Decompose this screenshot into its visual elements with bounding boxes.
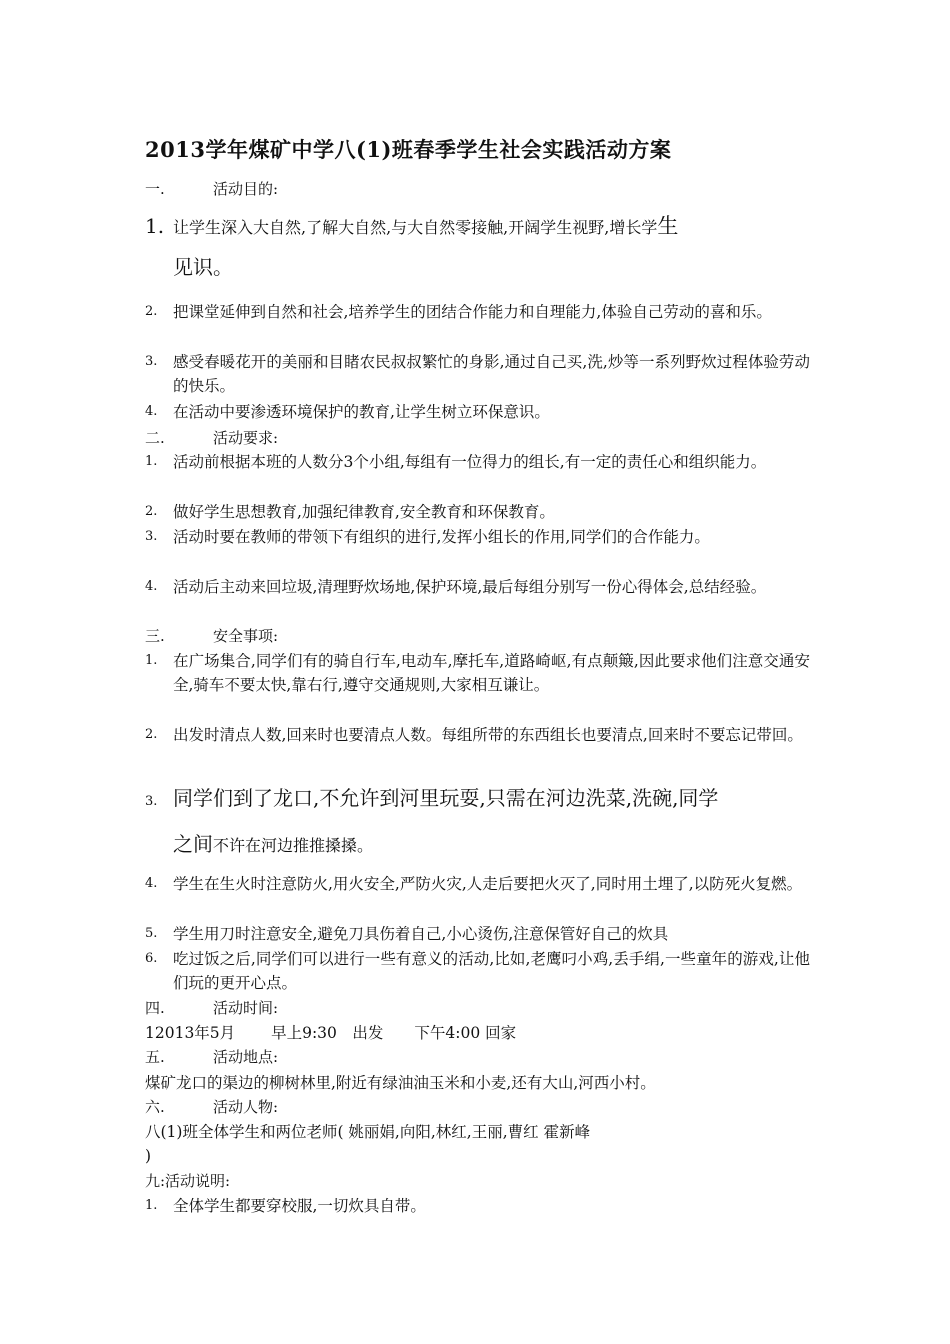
section-number: 二. — [145, 429, 165, 447]
item-text: 让学生深入大自然,了解大自然,与大自然零接触,开阔学生视野,增长学 — [173, 218, 658, 237]
section-heading-requirements — [145, 427, 278, 448]
item-text: 在活动中要渗透环境保护的教育,让学生树立环保意识。 — [173, 403, 550, 421]
item-number: 2. — [145, 727, 158, 742]
section-label: 活动目的: — [213, 180, 279, 198]
activity-place: 煤矿龙口的渠边的柳树林里,附近有绿油油玉米和小麦,还有大山,河西小村。 — [145, 1074, 656, 1092]
item-number: 3. — [145, 354, 158, 369]
item-text: 在广场集合,同学们有的骑自行车,电动车,摩托车,道路崎岖,有点颠簸,因此要求他们注意交通安全,骑车不要太快,靠右行,遵守交通规则,大家相互谦让。 — [173, 652, 810, 694]
item-number: 1. — [145, 214, 165, 238]
item-number: 6. — [145, 951, 158, 966]
list-item — [145, 1194, 810, 1218]
item-text: 全体学生都要穿校服,一切炊具自带。 — [173, 1197, 426, 1215]
list-item — [145, 723, 810, 747]
item-text: 把课堂延伸到自然和社会,培养学生的团结合作能力和自理能力,体验自己劳动的喜和乐。 — [173, 303, 772, 321]
list-item — [145, 786, 810, 858]
section-heading-notes — [145, 1170, 230, 1191]
section-number: 五. — [145, 1048, 165, 1066]
section-heading-place — [145, 1046, 278, 1067]
activity-time: 12013年5月 早上9:30 出发 下午4:00 回家 — [145, 1024, 517, 1042]
section-heading-purpose — [145, 178, 278, 199]
item-number: 3. — [145, 794, 158, 809]
item-text: 做好学生思想教育,加强纪律教育,安全教育和环保教育。 — [173, 503, 555, 521]
section-label: 安全事项: — [213, 627, 279, 645]
activity-people-continued: ) — [145, 1147, 152, 1165]
document-title: 2013学年煤矿中学八(1)班春季学生社会实践活动方案 — [145, 137, 672, 162]
list-item — [145, 500, 810, 524]
section-number: 六. — [145, 1098, 165, 1116]
section-label: 九:活动说明: — [145, 1172, 231, 1190]
list-item — [145, 649, 810, 697]
item-number: 1. — [145, 1198, 158, 1213]
item-text-large: 生 — [657, 214, 679, 238]
list-item — [145, 947, 810, 995]
activity-people: 八(1)班全体学生和两位老师( 姚丽娟,向阳,林红,王丽,曹红 霍新峰 — [145, 1123, 591, 1141]
section-label: 活动时间: — [213, 999, 279, 1017]
item-text-continued: 不许在河边推推搡搡。 — [213, 836, 374, 855]
section-number: 一. — [145, 180, 165, 198]
section-heading-time — [145, 997, 278, 1018]
section-label: 活动人物: — [213, 1098, 279, 1116]
item-number: 4. — [145, 579, 158, 594]
list-item — [145, 400, 810, 424]
section-number: 三. — [145, 627, 165, 645]
item-text-continued: 见识。 — [173, 255, 233, 279]
list-item — [145, 525, 810, 549]
item-text: 学生用刀时注意安全,避免刀具伤着自己,小心烫伤,注意保管好自己的炊具 — [173, 925, 669, 943]
item-text: 活动时要在教师的带领下有组织的进行,发挥小组长的作用,同学们的合作能力。 — [173, 528, 710, 546]
list-item — [145, 575, 810, 599]
item-text: 活动后主动来回垃圾,清理野炊场地,保护环境,最后每组分别写一份心得体会,总结经验。 — [173, 578, 767, 596]
item-text: 出发时清点人数,回来时也要清点人数。每组所带的东西组长也要清点,回来时不要忘记带回。 — [173, 726, 803, 744]
item-text: 吃过饭之后,同学们可以进行一些有意义的活动,比如,老鹰叼小鸡,丢手绢,一些童年的游戏,让他们玩的更开心点。 — [173, 950, 810, 992]
item-text: 感受春暖花开的美丽和目睹农民叔叔繁忙的身影,通过自己买,洗,炒等一系列野炊过程体验劳动的快乐。 — [173, 353, 810, 395]
section-number: 四. — [145, 999, 165, 1017]
section-heading-people — [145, 1096, 278, 1117]
item-number: 3. — [145, 529, 158, 544]
item-number: 5. — [145, 926, 158, 941]
item-text: 活动前根据本班的人数分3个小组,每组有一位得力的组长,有一定的责任心和组织能力。 — [173, 453, 767, 471]
section-label: 活动地点: — [213, 1048, 279, 1066]
item-text: 学生在生火时注意防火,用火安全,严防火灾,人走后要把火灭了,同时用土埋了,以防死火复燃。 — [173, 875, 803, 893]
item-number: 2. — [145, 504, 158, 519]
item-number: 1. — [145, 454, 158, 469]
list-item — [145, 300, 810, 324]
list-item — [145, 872, 810, 896]
list-item — [145, 206, 810, 282]
item-number: 2. — [145, 304, 158, 319]
section-heading-safety — [145, 625, 278, 646]
item-number: 1. — [145, 653, 158, 668]
list-item — [145, 350, 810, 398]
item-text: 同学们到了龙口,不允许到河里玩耍,只需在河边洗菜,洗碗,同学 — [173, 786, 719, 810]
item-number: 4. — [145, 404, 158, 419]
list-item — [145, 450, 810, 474]
item-text-large: 之间 — [173, 832, 213, 856]
list-item — [145, 922, 810, 946]
item-number: 4. — [145, 876, 158, 891]
section-label: 活动要求: — [213, 429, 279, 447]
